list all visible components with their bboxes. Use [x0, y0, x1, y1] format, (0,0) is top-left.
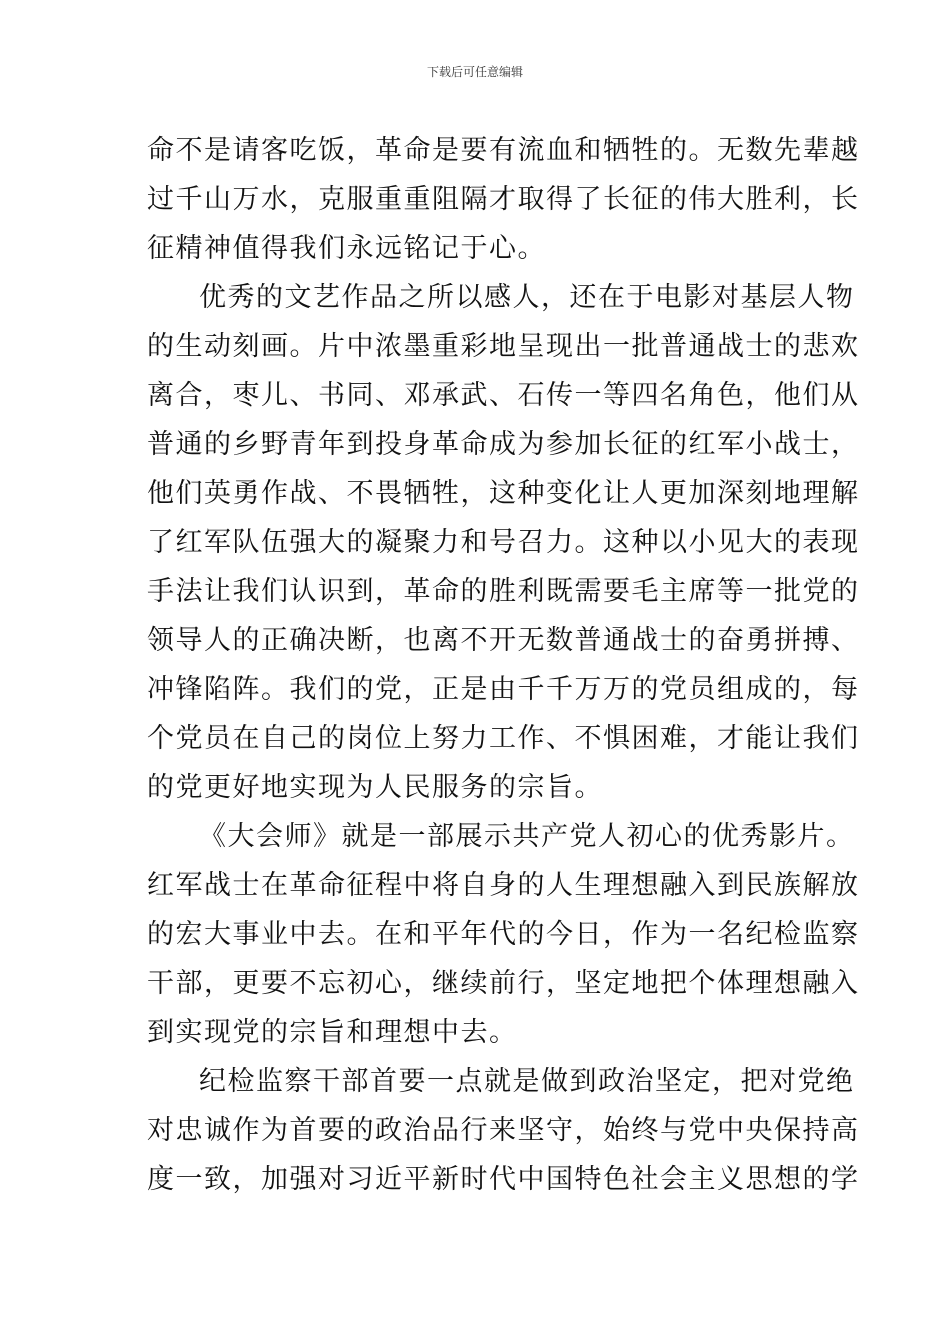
- text-line: 个党员在自己的岗位上努力工作、不惧困难，才能让我们: [147, 723, 860, 754]
- text-line: 普通的乡野青年到投身革命成为参加长征的红军小战士，: [147, 429, 860, 460]
- text-line: 手法让我们认识到，革命的胜利既需要毛主席等一批党的: [147, 576, 860, 607]
- text-line: 度一致，加强对习近平新时代中国特色社会主义思想的学: [147, 1164, 860, 1195]
- paragraph-first-line: 纪检监察干部首要一点就是做到政治坚定，把对党绝: [199, 1066, 855, 1097]
- text-line: 领导人的正确决断，也离不开无数普通战士的奋勇拼搏、: [147, 625, 860, 656]
- text-line: 红军战士在革命征程中将自身的人生理想融入到民族解放: [147, 870, 860, 901]
- text-line: 干部，更要不忘初心，继续前行，坚定地把个体理想融入: [147, 968, 860, 999]
- paragraph-first-line: 《大会师》就是一部展示共产党人初心的优秀影片。: [199, 821, 855, 852]
- text-line: 了红军队伍强大的凝聚力和号召力。这种以小见大的表现: [147, 527, 860, 558]
- text-line: 命不是请客吃饭，革命是要有流血和牺牲的。无数先辈越: [147, 135, 860, 166]
- text-line: 征精神值得我们永远铭记于心。: [147, 233, 546, 264]
- text-line: 离合，枣儿、书同、邓承武、石传一等四名角色，他们从: [147, 380, 860, 411]
- text-line: 的生动刻画。片中浓墨重彩地呈现出一批普通战士的悲欢: [147, 331, 860, 362]
- paragraph-first-line: 优秀的文艺作品之所以感人，还在于电影对基层人物: [199, 282, 855, 313]
- document-body: [147, 126, 860, 1204]
- text-line: 到实现党的宗旨和理想中去。: [147, 1017, 518, 1048]
- page-header: 下载后可任意编辑: [426, 65, 523, 79]
- text-line: 他们英勇作战、不畏牺牲，这种变化让人更加深刻地理解: [147, 478, 860, 509]
- text-line: 对忠诚作为首要的政治品行来坚守，始终与党中央保持高: [147, 1115, 860, 1146]
- text-line: 的党更好地实现为人民服务的宗旨。: [147, 772, 603, 803]
- text-line: 的宏大事业中去。在和平年代的今日，作为一名纪检监察: [147, 919, 860, 950]
- text-line: 冲锋陷阵。我们的党，正是由千千万万的党员组成的，每: [147, 674, 860, 705]
- text-line: 过千山万水，克服重重阻隔才取得了长征的伟大胜利，长: [147, 184, 860, 215]
